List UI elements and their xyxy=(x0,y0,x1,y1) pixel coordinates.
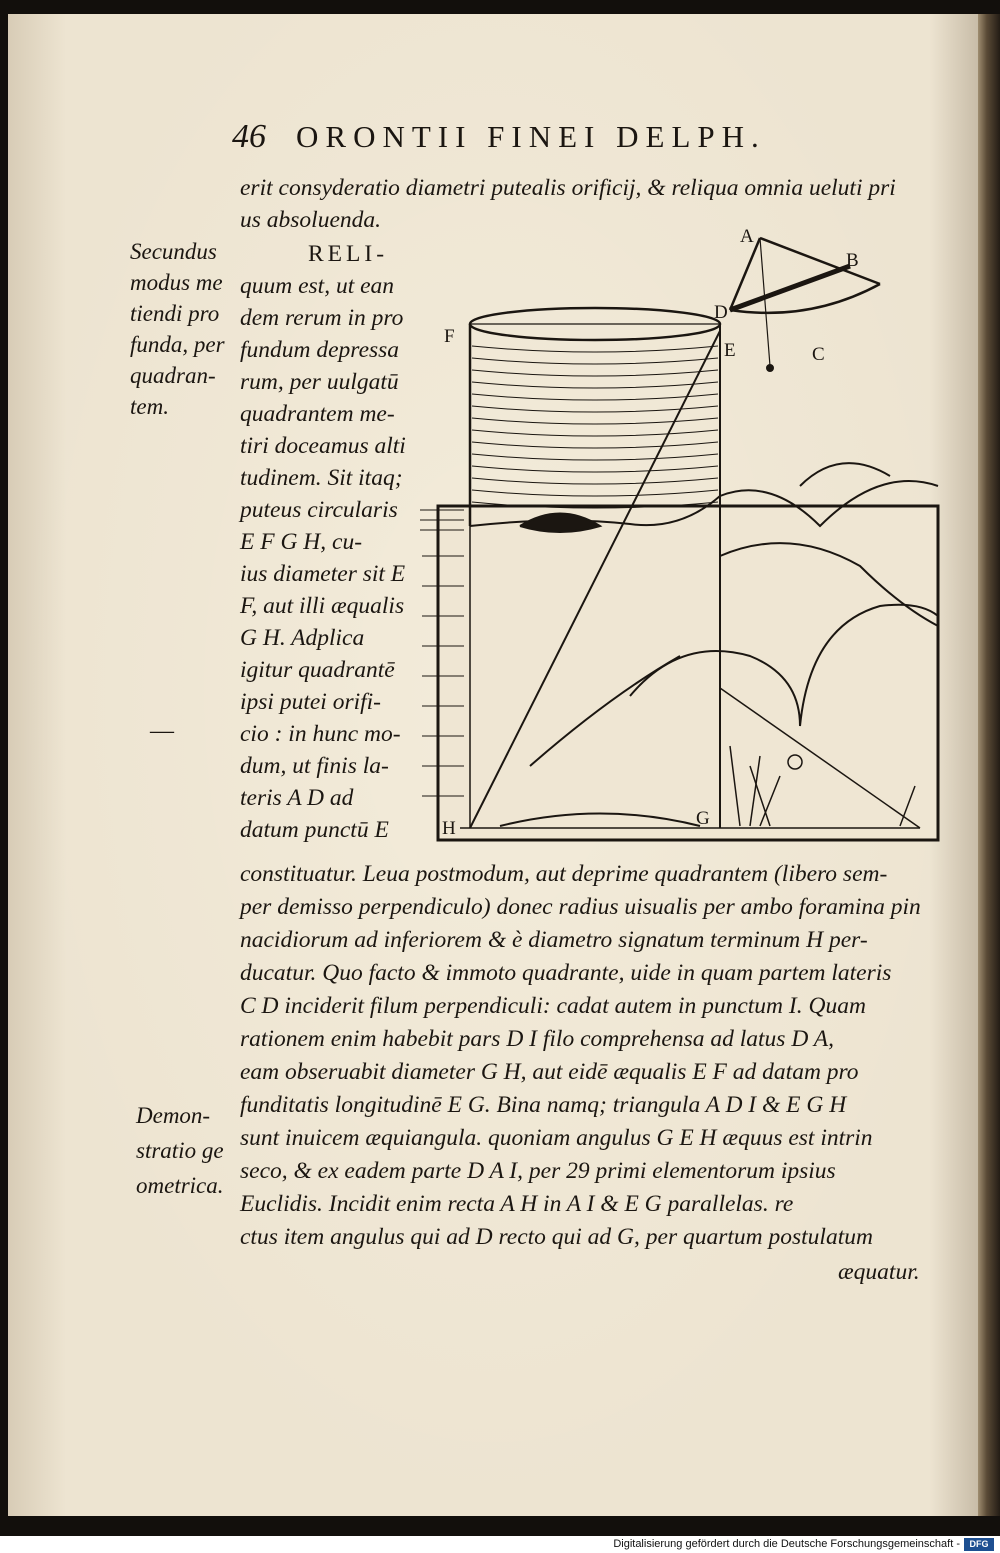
column-line: quum est, ut ean xyxy=(240,273,395,299)
body-line: seco, & ex eadem parte D A I, per 29 primi elementorum ipsius xyxy=(240,1158,836,1184)
column-line: tiri doceamus alti xyxy=(240,433,406,459)
margin-dash: — xyxy=(150,718,174,744)
margin-note-line: Demon- xyxy=(136,1103,211,1128)
intro-line: us absoluenda. xyxy=(240,207,381,233)
label-b: B xyxy=(846,250,859,271)
column-line: tudinem. Sit itaq; xyxy=(240,465,403,491)
label-d: D xyxy=(714,302,728,323)
intro-line: erit consyderatio diametri putealis orificij, & reliqua omnia ueluti pri xyxy=(240,175,896,201)
label-a: A xyxy=(740,226,754,247)
page-edge xyxy=(978,14,1000,1516)
label-e: E xyxy=(724,340,736,361)
margin-note-method xyxy=(130,236,225,422)
margin-note-demonstration xyxy=(136,1098,224,1203)
body-line: ctus item angulus qui ad D recto qui ad G, per quartum postulatum xyxy=(240,1224,873,1250)
column-line: fundum depressa xyxy=(240,337,400,363)
column-line: E F G H, cu- xyxy=(240,529,363,555)
body-line: constituatur. Leua postmodum, aut deprime quadrantem (libero sem- xyxy=(240,861,888,887)
margin-note-line: funda, per xyxy=(130,332,225,357)
column-line: teris A D ad xyxy=(240,785,354,811)
body-line: nacidiorum ad inferiorem & è diametro signatum terminum H per- xyxy=(240,927,868,953)
margin-note-line: tem. xyxy=(130,394,169,419)
running-head-title: ORONTII FINEI DELPH. xyxy=(296,119,766,154)
column-line: RELI- xyxy=(308,241,389,267)
body-line: sunt inuicem æquiangula. quoniam angulus G E H æquus est intrin xyxy=(240,1125,873,1151)
column-line: G H. Adplica xyxy=(240,625,365,651)
margin-note-line: tiendi pro xyxy=(130,301,220,326)
column-line: dum, ut finis la- xyxy=(240,753,389,779)
body-line: C D inciderit filum perpendiculi: cadat autem in punctum I. Quam xyxy=(240,993,866,1019)
margin-note-line: ometrica. xyxy=(136,1173,224,1198)
column-line: dem rerum in pro xyxy=(240,305,404,331)
footer-bar xyxy=(0,1536,1000,1553)
column-line: ipsi putei orifi- xyxy=(240,689,381,715)
body-line: rationem enim habebit pars D I filo comprehensa ad latus D A, xyxy=(240,1026,834,1052)
column-line: F, aut illi æqualis xyxy=(240,593,405,619)
column-line: igitur quadrantē xyxy=(240,657,395,683)
margin-note-line: stratio ge xyxy=(136,1138,224,1163)
body-line: ducatur. Quo facto & immoto quadrante, uide in quam partem lateris xyxy=(240,960,892,986)
body-line: Euclidis. Incidit enim recta A H in A I & E G parallelas. re xyxy=(240,1191,794,1217)
column-line: quadrantem me- xyxy=(240,401,395,427)
label-f: F xyxy=(444,326,455,347)
body-line: funditatis longitudinē E G. Bina namq; triangula A D I & E G H xyxy=(240,1092,847,1118)
well-quadrant-woodcut xyxy=(420,226,940,846)
page-number: 46 xyxy=(232,118,266,155)
column-line: cio : in hunc mo- xyxy=(240,721,401,747)
column-line: rum, per uulgatū xyxy=(240,369,399,395)
column-line: datum punctū E xyxy=(240,817,389,843)
dfg-logo-icon: DFG xyxy=(964,1538,994,1551)
label-c: C xyxy=(812,344,825,365)
footer-credit: Digitalisierung gefördert durch die Deutsche Forschungsgemeinschaft - xyxy=(613,1538,960,1550)
column-line: puteus circularis xyxy=(240,497,398,523)
label-h: H xyxy=(442,818,456,839)
label-g: G xyxy=(696,808,710,829)
body-line: eam obseruabit diameter G H, aut eidē æqualis E F ad datam pro xyxy=(240,1059,859,1085)
body-line: per demisso perpendiculo) donec radius uisualis per ambo foramina pin xyxy=(240,894,921,920)
margin-note-line: modus me xyxy=(130,270,223,295)
body-line: æquatur. xyxy=(838,1259,920,1285)
margin-note-line: quadran- xyxy=(130,363,216,388)
woodcut-frame xyxy=(438,506,938,840)
column-line: ius diameter sit E xyxy=(240,561,406,587)
margin-note-line: Secundus xyxy=(130,239,217,264)
running-head xyxy=(232,118,892,162)
well-hatching xyxy=(472,346,718,508)
